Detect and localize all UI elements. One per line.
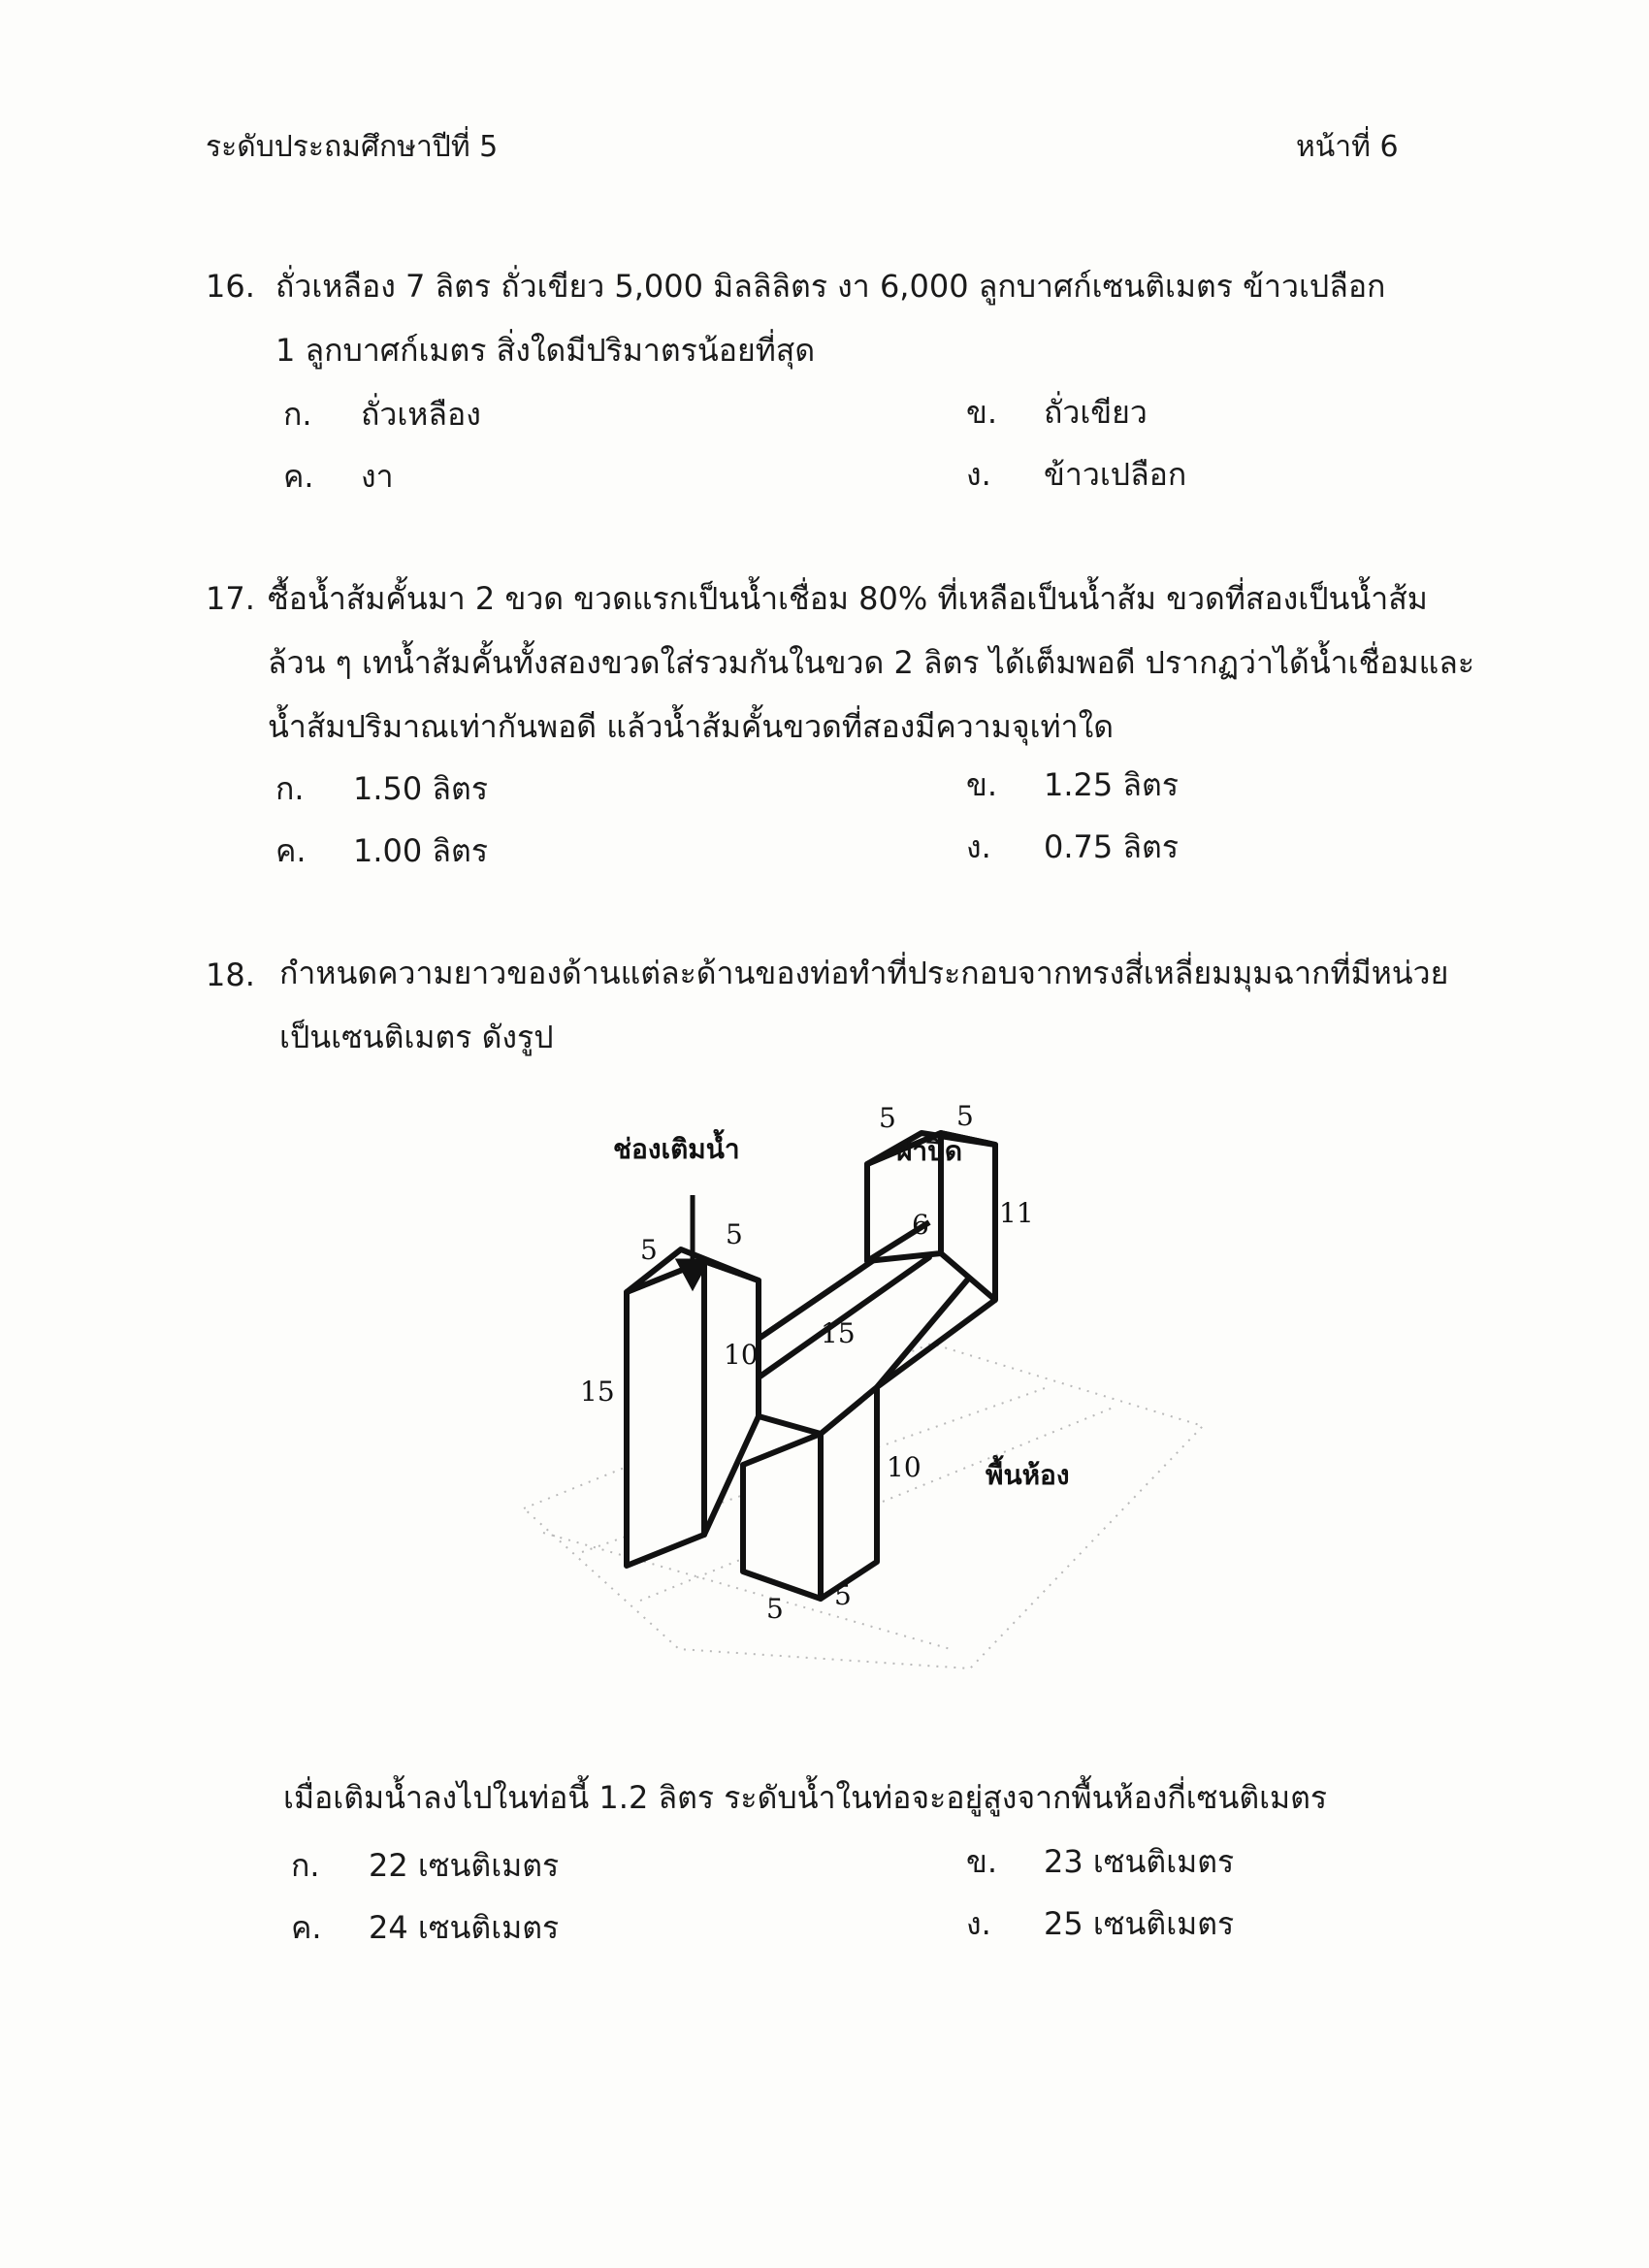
dim-bottom-height: 10	[887, 1451, 922, 1483]
question-18-option-b[interactable]: ข. 23 เซนติเมตร	[966, 1843, 1235, 1880]
question-18-option-c[interactable]: ค. 24 เซนติเมตร	[291, 1909, 560, 1946]
question-17-line-2: ล้วน ๆ เทน้ำส้มคั้นทั้งสองขวดใส่รวมกันในขวด 2 ลิตร ได้เต็มพอดี ปรากฏว่าได้น้ำเชื่อมและ	[268, 644, 1475, 681]
question-18-number: 18.	[206, 956, 255, 993]
dim-lid-inner: 6	[912, 1209, 929, 1241]
dim-diagonal: 15	[821, 1317, 856, 1349]
question-17-line-3: น้ำส้มปริมาณเท่ากันพอดี แล้วน้ำส้มคั้นขวดที่สองมีความจุเท่าใด	[268, 708, 1114, 745]
question-16-option-a[interactable]: ก. ถั่วเหลือง	[283, 396, 481, 433]
question-16-line-2: 1 ลูกบาศก์เมตร สิ่งใดมีปริมาตรน้อยที่สุด	[275, 332, 816, 369]
lid-label: ฝาปิด	[896, 1135, 963, 1167]
question-18-followup: เมื่อเติมน้ำลงไปในท่อนี้ 1.2 ลิตร ระดับน้ำในท่อจะอยู่สูงจากพื้นห้องกี่เซนติเมตร	[283, 1779, 1328, 1816]
question-18-option-a[interactable]: ก. 22 เซนติเมตร	[291, 1847, 560, 1884]
question-18-line-1: กำหนดความยาวของด้านแต่ละด้านของท่อทำที่ประกอบจากทรงสี่เหลี่ยมมุมฉากที่มีหน่วย	[279, 955, 1449, 991]
page-number: หน้าที่ 6	[1296, 130, 1399, 164]
question-16-option-d[interactable]: ง. ข้าวเปลือก	[966, 456, 1187, 493]
question-18-line-2: เป็นเซนติเมตร ดังรูป	[279, 1019, 554, 1055]
floor-label: พื้นห้อง	[986, 1459, 1070, 1491]
question-16-line-1: ถั่วเหลือง 7 ลิตร ถั่วเขียว 5,000 มิลลิลิตร งา 6,000 ลูกบาศก์เซนติเมตร ข้าวเปลือก	[275, 268, 1386, 305]
pipe-outline	[627, 1133, 995, 1599]
dim-bottom-right: 5	[834, 1579, 852, 1611]
dim-inlet-top-left: 5	[640, 1234, 658, 1266]
dim-bottom-left: 5	[766, 1593, 784, 1625]
question-16-number: 16.	[206, 268, 255, 305]
question-16-option-b[interactable]: ข. ถั่วเขียว	[966, 394, 1148, 431]
question-18-option-d[interactable]: ง. 25 เซนติเมตร	[966, 1905, 1235, 1942]
question-17-option-b[interactable]: ข. 1.25 ลิตร	[966, 766, 1179, 803]
question-16-option-c[interactable]: ค. งา	[283, 458, 394, 495]
question-17-option-d[interactable]: ง. 0.75 ลิตร	[966, 828, 1179, 865]
inlet-label: ช่องเติมน้ำ	[613, 1133, 740, 1165]
dim-right-outer-height: 11	[999, 1197, 1034, 1229]
inlet-arrow	[679, 1195, 706, 1286]
dim-left-height: 15	[580, 1376, 615, 1408]
question-17-line-1: ซื้อน้ำส้มคั้นมา 2 ขวด ขวดแรกเป็นน้ำเชื่อม 80% ที่เหลือเป็นน้ำส้ม ขวดที่สองเป็นน้ำส้ม	[268, 580, 1428, 617]
question-17-number: 17.	[206, 580, 255, 617]
dim-lid-top-right: 5	[956, 1100, 974, 1132]
question-17-option-a[interactable]: ก. 1.50 ลิตร	[275, 770, 488, 807]
dim-left-inner: 10	[724, 1339, 759, 1371]
dim-inlet-top-right: 5	[726, 1218, 743, 1250]
page-header-left: ระดับประถมศึกษาปีที่ 5	[206, 130, 499, 164]
question-17-option-c[interactable]: ค. 1.00 ลิตร	[275, 832, 488, 869]
dim-lid-top-left: 5	[879, 1102, 896, 1134]
